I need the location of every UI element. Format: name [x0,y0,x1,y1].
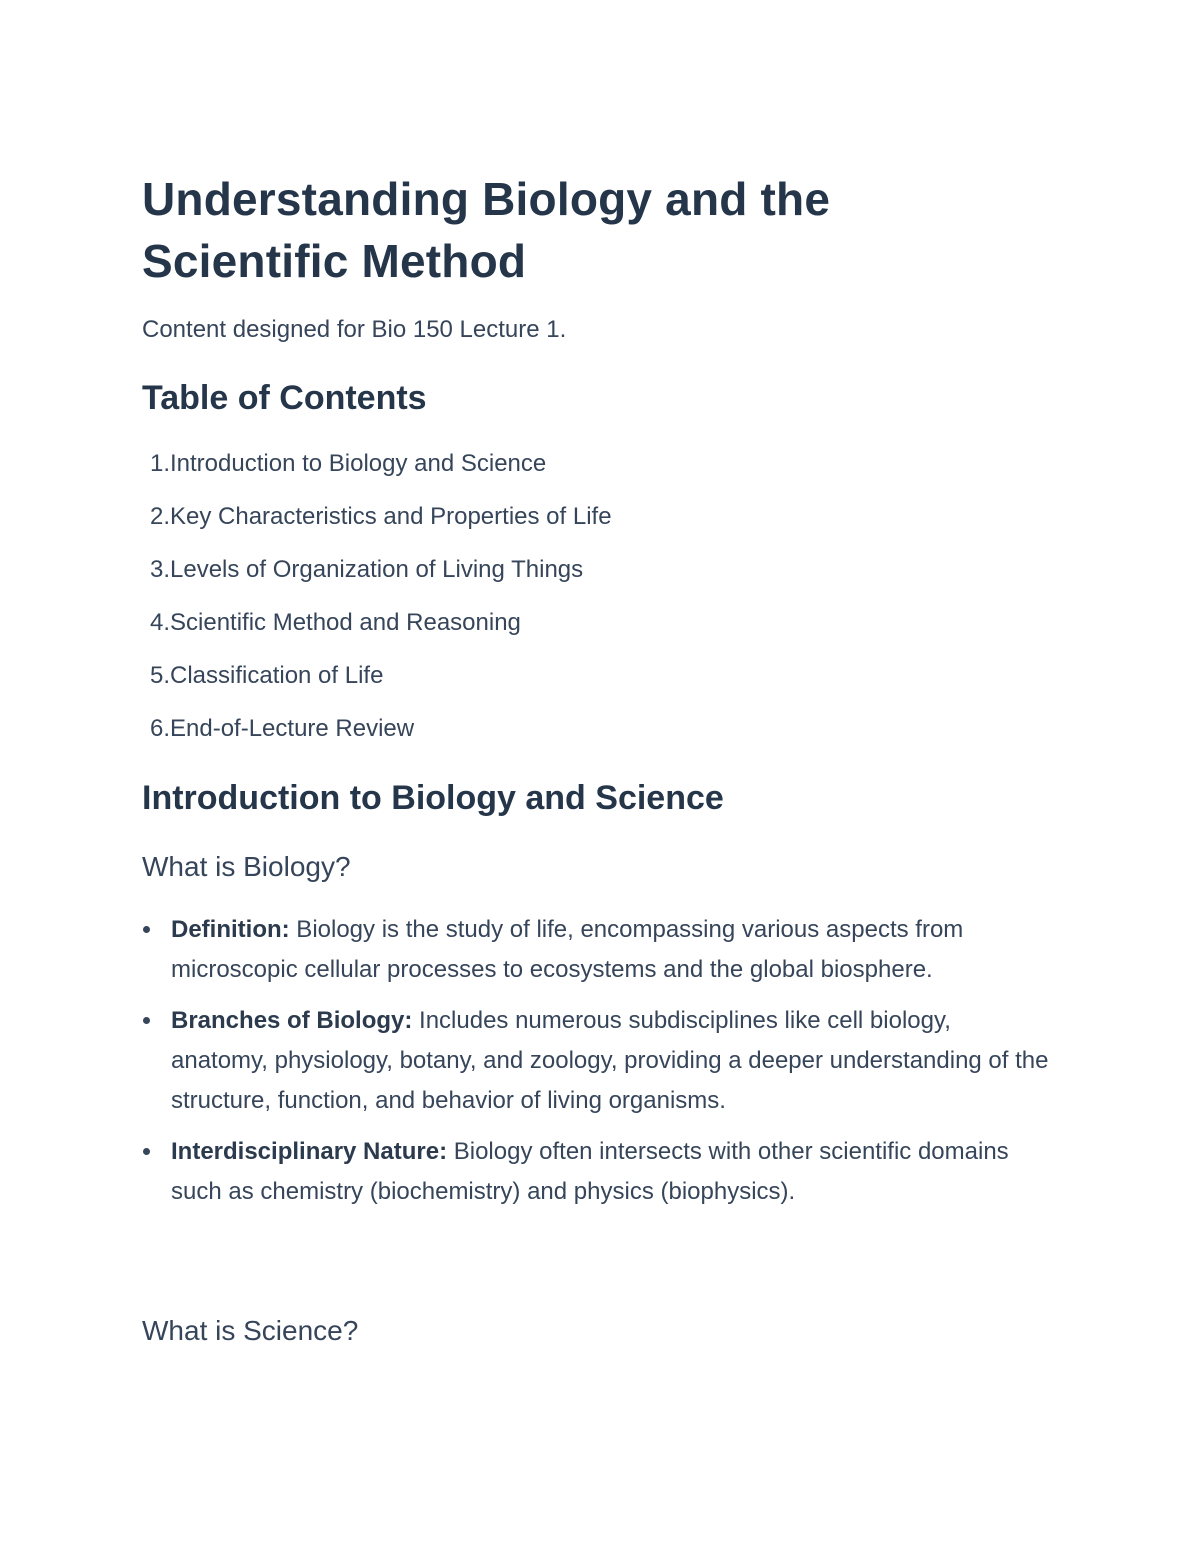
toc-item-number: 4. [149,609,170,636]
toc-item-number: 3. [149,556,170,583]
toc-item-label: Levels of Organization of Living Things [170,556,584,583]
bullet-term: Definition: [171,916,290,943]
toc-item-label: Scientific Method and Reasoning [170,609,521,636]
what-is-science-heading: What is Science? [142,1315,359,1346]
introduction-heading: Introduction to Biology and Science [142,779,724,817]
toc-item-organization [142,552,612,605]
toc-item-number: 5. [149,662,170,689]
document-subtitle: Content designed for Bio 150 Lecture 1. [142,316,567,343]
interdisciplinary-bullet [142,1132,1052,1212]
bullet-text: Biology is the study of life, encompassing various aspects from microscopic cellular processes to ecosystems and the global biosphere. [171,916,964,983]
bullet-text: Biology often intersects with other scientific domains such as chemistry (biochemistry) and physics (biophysics). [171,1138,1009,1205]
definition-bullet [142,910,1052,990]
toc-item-classification [142,658,612,711]
biology-bullet-list [142,910,1052,1223]
branches-bullet [142,1001,1052,1121]
table-of-contents-heading: Table of Contents [142,379,427,417]
toc-item-review [142,711,612,764]
bullet-icon [143,1148,150,1155]
toc-item-label: End-of-Lecture Review [170,715,415,742]
toc-item-introduction [142,446,612,499]
bullet-term: Interdisciplinary Nature: [171,1138,448,1165]
toc-item-label: Key Characteristics and Properties of Life [170,503,612,530]
toc-item-characteristics [142,499,612,552]
document-title: Understanding Biology and the Scientific Method [142,173,831,287]
toc-item-number: 2. [149,503,170,530]
toc-item-scientific-method [142,605,612,658]
table-of-contents-list [142,446,612,764]
toc-item-number: 1. [149,450,170,477]
bullet-text: Includes numerous subdisciplines like cell biology, anatomy, physiology, botany, and zoology, providing a deeper understanding of the structure, function, and behavior of living organisms. [171,1007,1049,1114]
bullet-icon [143,1017,150,1024]
what-is-biology-heading: What is Biology? [142,851,351,882]
bullet-term: Branches of Biology: [171,1007,413,1034]
bullet-icon [143,926,150,933]
toc-item-number: 6. [149,715,170,742]
toc-item-label: Classification of Life [170,662,384,689]
toc-item-label: Introduction to Biology and Science [170,450,547,477]
